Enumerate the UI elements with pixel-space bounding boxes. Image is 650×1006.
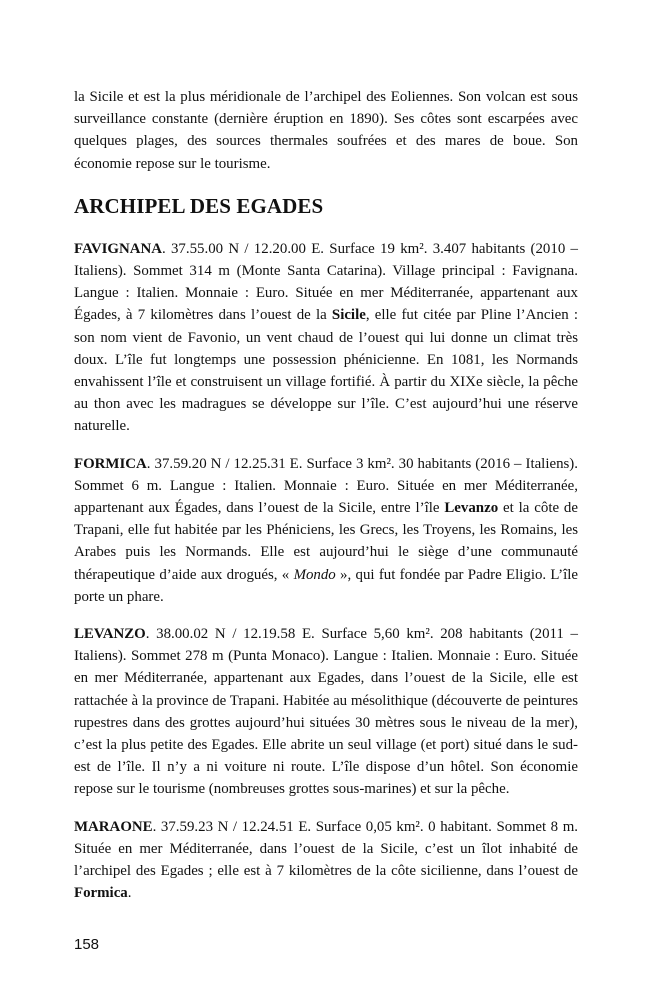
entry-title: LEVANZO <box>74 626 146 643</box>
page-body <box>74 86 578 905</box>
italic-term: Mondo <box>293 566 336 583</box>
entry-text: . 38.00.02 N / 12.19.58 E. Surface 5,60 km². 208 habitants (2011 – Italiens). Sommet 278 m (Punta Monaco). Langue : Italien. Monnaie : Euro. Située en mer Méditerranée, appartenant aux Egades, dans l’ouest de la Sicile, elle est rattachée à la province de Trapani. Habitée au mésolithique (découverte de peintures rupestres dans des grottes aujourd’hui situées 30 mètres sous le niveau de la mer), c’est la plus petite des Egades. Elle abrite un seul village (et port) situé dans le sud-est de l’île. Il n’y a ni voiture ni route. L’île dispose d’un hôtel. Son économie repose sur le tourisme (nombreuses grottes sous-marines) et sur la pêche. <box>74 626 578 798</box>
bold-term: Formica <box>74 885 128 902</box>
entry-levanzo <box>74 623 578 801</box>
entry-title: FAVIGNANA <box>74 240 162 257</box>
entry-title: FORMICA <box>74 455 147 472</box>
entry-text: », qui fut fondée par Padre Eligio. L’île porte un phare. <box>74 566 579 605</box>
page-number: 158 <box>74 936 100 953</box>
bold-term: Levanzo <box>444 500 499 517</box>
entry-text: et la côte de Trapani, elle fut habitée par les Phéniciens, les Grecs, les Troyens, les Romains, les Arabes puis les Normands. Elle est aujourd’hui le siège d’une communauté thérapeutique d’aide aux drogués, « <box>74 500 578 583</box>
bold-term: Sicile <box>331 307 366 324</box>
entry-text: . 37.59.20 N / 12.25.31 E. Surface 3 km². 30 habitants (2016 – Italiens). Sommet 6 m. Langue : Italien. Monnaie : Euro. Située en mer Méditerranée, appartenant aux Égades, dans l’ouest de la Sicile, entre l’île <box>74 455 578 517</box>
entry-text: . <box>127 885 132 902</box>
intro-paragraph: la Sicile et est la plus méridionale de l’archipel des Eoliennes. Son volcan est sous surveillance constante (dernière éruption en 1890). Ses côtes sont escarpées avec quelques plages, des sources thermales soufrées et des mares de boue. Son économie repose sur le tourisme. <box>74 89 578 172</box>
entry-favignana <box>74 238 578 438</box>
section-heading: ARCHIPEL DES EGADES <box>74 193 324 218</box>
entry-title: MARAONE <box>74 818 153 835</box>
entry-text: , elle fut citée par Pline l’Ancien : son nom vient de Favonio, un vent chaud de l’ouest qui lui donne un climat très doux. L’île fut longtemps une possession phénicienne. En 1081, les Normands envahissent l’île et construisent un village fortifié. À partir du XIXe siècle, la pêche au thon avec les madragues se développe sur l’île. C’est aujourd’hui une réserve naturelle. <box>74 307 578 435</box>
entry-text: . 37.55.00 N / 12.20.00 E. Surface 19 km². 3.407 habitants (2010 – Italiens). Sommet 314 m (Monte Santa Catarina). Village principal : Favignana. Langue : Italien. Monnaie : Euro. Située en mer Méditerranée, appartenant aux Égades, à 7 kilomètres dans l’ouest de la <box>74 240 578 324</box>
entry-formica <box>74 453 578 608</box>
entry-maraone <box>74 816 578 905</box>
entry-text: . 37.59.23 N / 12.24.51 E. Surface 0,05 km². 0 habitant. Sommet 8 m. Située en mer Méditerranée, dans l’ouest de la Sicile, c’est un îlot inhabité de l’archipel des Egades ; elle est à 7 kilomètres de la côte sicilienne, dans l’ouest de <box>74 818 578 880</box>
